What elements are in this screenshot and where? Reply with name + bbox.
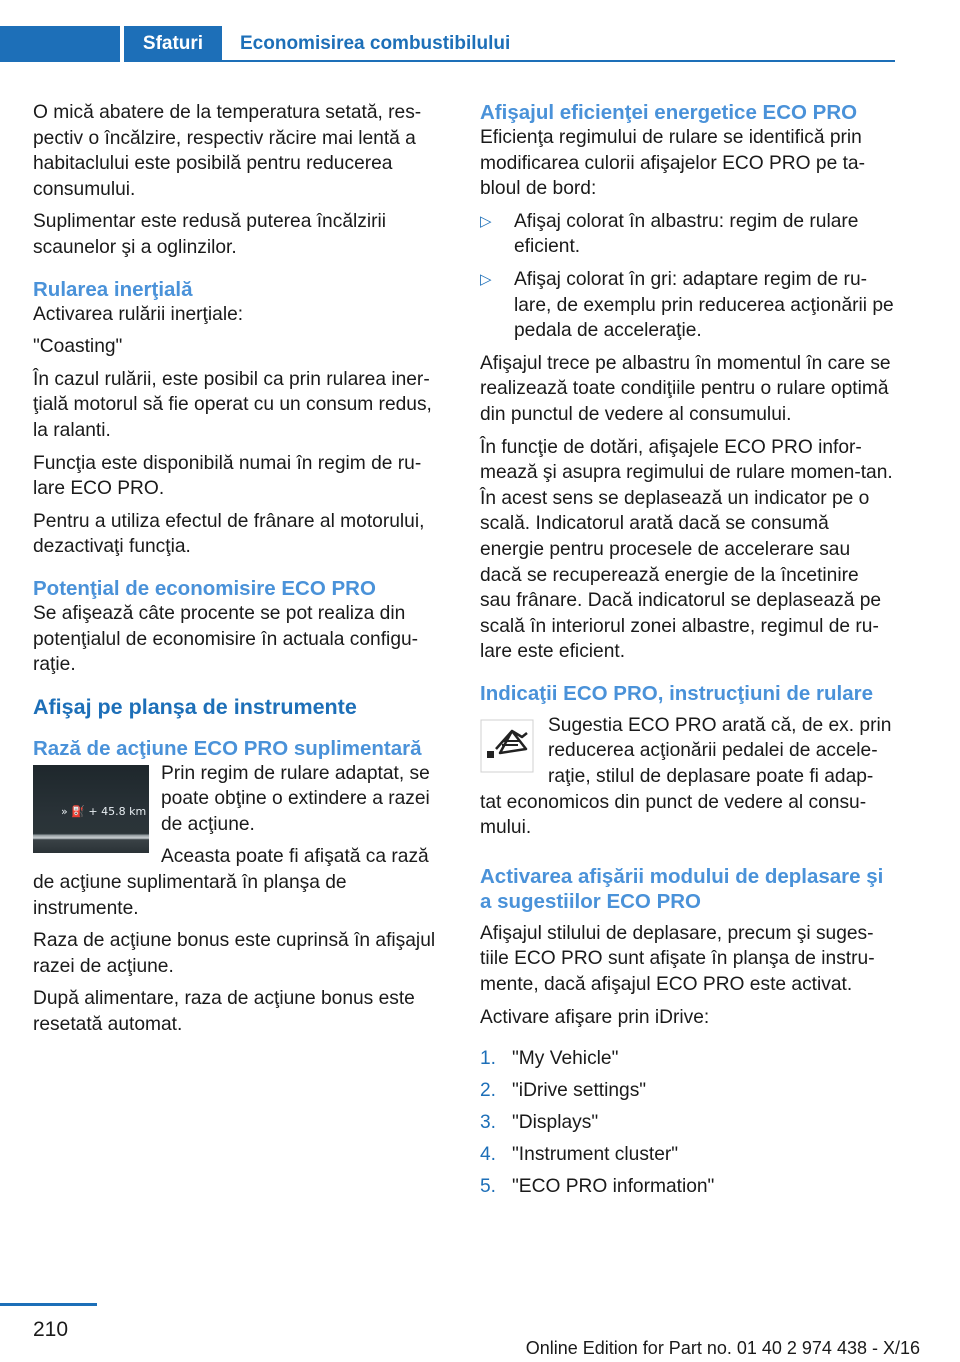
section-heading-coasting: Rularea inerţială <box>33 277 193 301</box>
header-rule <box>222 60 895 62</box>
paragraph: "Coasting" <box>33 336 123 358</box>
section-heading-instrument-panel: Afişaj pe planşa de instrumente <box>33 694 357 719</box>
page-number-rule <box>0 1303 97 1306</box>
paragraph: Funcţia este disponibilă numai în regim de ru‐lare ECO PRO. <box>33 452 422 500</box>
paragraph: Afişajul trece pe albastru în momentul în care se realizează toate condiţiile pentru o rulare optimă din punctul de vedere al consumului. <box>480 352 891 425</box>
section-heading-eco-hints: Indicaţii ECO PRO, instrucţiuni de rulare <box>480 681 873 705</box>
step-item: 2. "iDrive settings" <box>480 1080 647 1102</box>
section-heading-extra-range: Rază de acţiune ECO PRO suplimentară <box>33 736 422 760</box>
paragraph: Pentru a utiliza efectul de frânare al motorului, dezactivaţi funcţia. <box>33 510 425 558</box>
step-item: 5. "ECO PRO information" <box>480 1176 715 1198</box>
paragraph: Activarea rulării inerţiale: <box>33 303 244 325</box>
step-item: 4. "Instrument cluster" <box>480 1144 679 1166</box>
section-heading-efficiency-display: Afişajul eficienţei energetice ECO PRO <box>480 101 858 124</box>
paragraph: Activare afişare prin iDrive: <box>480 1006 710 1028</box>
paragraph: Afişajul stilului de deplasare, precum şi suges‐tiile ECO PRO sunt afişate în planşa de instru‐mente, dacă afişajul ECO PRO este activat. <box>480 922 875 996</box>
triangle-bullet-icon: ▷ <box>480 212 492 230</box>
list-item <box>480 209 894 260</box>
paragraph: După alimentare, raza de acţiune bonus este resetată automat. <box>33 988 415 1036</box>
section-heading-potential: Potenţial de economisire ECO PRO <box>33 576 376 600</box>
paragraph: Suplimentar este redusă puterea încălzirii scaunelor şi a oglinzilor. <box>33 211 387 258</box>
paragraph: Aceasta poate fi afişată ca rază de acţiune suplimentară în planşa de instrumente. <box>33 846 429 919</box>
list-item-text: Afişaj colorat în gri: adaptare regim de ru‐lare, de exemplu prin reducerea acţionării pe pedala de acceleraţie. <box>514 268 894 342</box>
page-number: 210 <box>33 1318 69 1341</box>
triangle-bullet-icon: ▷ <box>480 270 492 288</box>
eco-pro-pedal-hint-icon <box>480 719 534 773</box>
section-heading-activate-display: Activarea afişării modului de deplasare şi a sugestiilor ECO PRO <box>480 864 884 913</box>
paragraph: Prin regim de rulare adaptat, se poate obţine o extindere a razei de acţiune. <box>161 762 430 835</box>
dashboard-range-readout: » ⛽ + 45.8 km <box>61 804 147 818</box>
step-item: 3. "Displays" <box>480 1112 599 1134</box>
paragraph: Raza de acţiune bonus este cuprinsă în afişajul razei de acţiune. <box>33 930 436 977</box>
list-item-text: Afişaj colorat în albastru: regim de rulare eficient. <box>514 210 859 258</box>
header-accent-block <box>0 26 120 62</box>
dashboard-range-image <box>33 765 149 853</box>
chapter-title[interactable]: Economisirea combustibilului <box>240 33 511 54</box>
idrive-steps-list <box>480 1046 894 1206</box>
left-column <box>33 100 447 1038</box>
page-header <box>0 26 895 62</box>
edition-footer: Online Edition for Part no. 01 40 2 974 438 - X/16 <box>525 1338 920 1358</box>
paragraph: O mică abatere de la temperatura setată, res‐pectiv o încălzire, respectiv răcire mai lentă a habitaclului este posibilă pentru reducerea consumului. <box>33 102 422 200</box>
right-column <box>480 100 894 1206</box>
paragraph: Sugestia ECO PRO arată că, de ex. prin reducerea acţionării pedalei de accele‐raţie, stilul de deplasare poate fi adap‐tat economicos din punct de vedere al consu‐mului. <box>480 714 892 839</box>
paragraph: În cazul rulării, este posibil ca prin rularea iner‐ţială motorul să fie operat cu un consum redus, la ralanti. <box>33 368 432 441</box>
bullet-list <box>480 209 894 344</box>
paragraph: În funcţie de dotări, afişajele ECO PRO infor‐mează şi asupra regimului de rulare momen‐tan. În acest sens se deplasează un indicator pe o scală. Indicatorul arată dacă se consumă energie pentru procesele de accelerare sau dacă se recuperează energie de la încetinire sau frânare. Dacă indicatorul se deplasează pe scală în interiorul zonei albastre, regimul de ru‐lare este eficient. <box>480 436 893 663</box>
paragraph: Eficienţa regimului de rulare se identifică prin modificarea culorii afişajelor ECO PRO pe ta‐bloul de bord: <box>480 127 865 200</box>
paragraph: Se afişează câte procente se pot realiza din potenţialul de economisire în actuala configu‐raţie. <box>33 602 419 676</box>
section-tab[interactable]: Sfaturi <box>124 26 222 62</box>
list-item <box>480 267 894 344</box>
step-item: 1. "My Vehicle" <box>480 1048 619 1070</box>
